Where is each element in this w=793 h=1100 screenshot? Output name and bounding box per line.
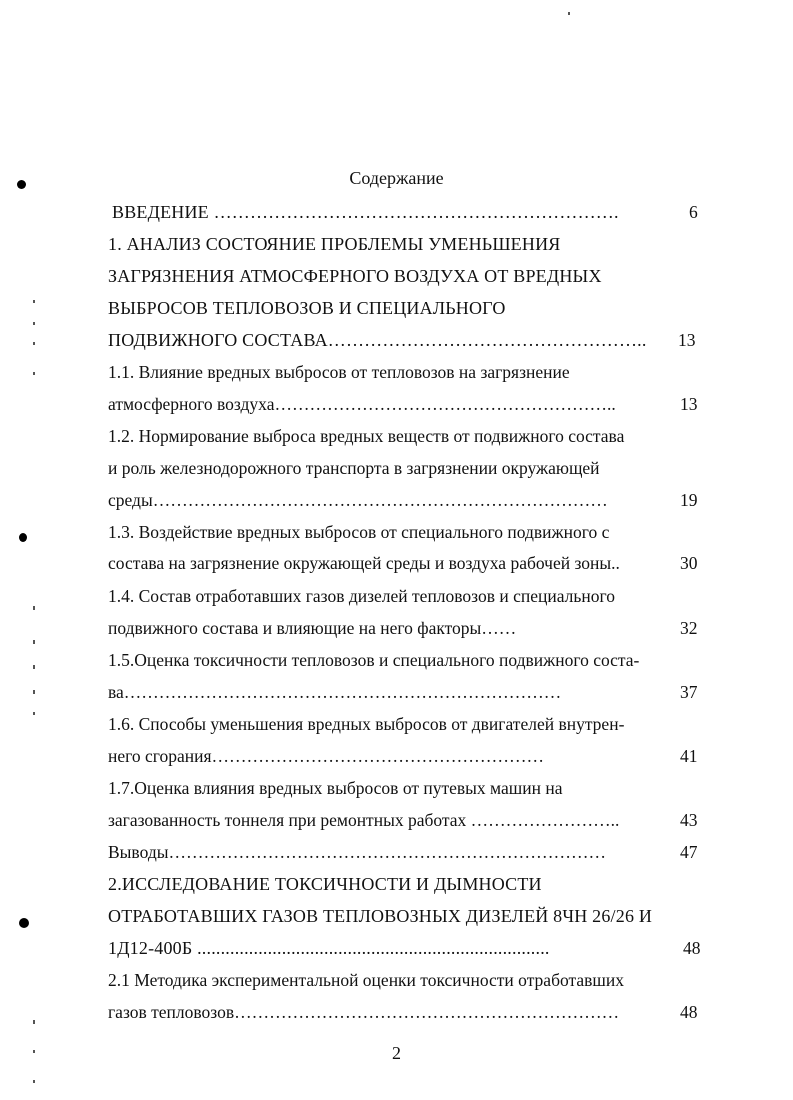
toc-page-number: 19 bbox=[680, 490, 698, 510]
toc-line: 1.6. Способы уменьшения вредных выбросов от двигателей внутрен- bbox=[108, 714, 625, 734]
scan-speck bbox=[33, 712, 35, 715]
toc-line: и роль железнодорожного транспорта в загрязнении окружающей bbox=[108, 458, 600, 478]
scan-speck bbox=[19, 918, 29, 928]
scan-speck bbox=[33, 665, 35, 669]
toc-line: состава на загрязнение окружающей среды и воздуха рабочей зоны.. bbox=[108, 553, 620, 573]
toc-line: ОТРАБОТАВШИХ ГАЗОВ ТЕПЛОВОЗНЫХ ДИЗЕЛЕЙ 8ЧН 26/26 И bbox=[108, 906, 653, 926]
toc-line: 1.5.Оценка токсичности тепловозов и специального подвижного соста- bbox=[108, 650, 640, 670]
toc-page-number: 48 bbox=[680, 1002, 698, 1022]
scan-speck bbox=[19, 533, 27, 542]
toc-line: ва………………………………………………………………… bbox=[108, 682, 562, 702]
toc-line: газов тепловозов………………………………………………………… bbox=[108, 1002, 620, 1022]
toc-line: среды…………………………………………………………………… bbox=[108, 490, 608, 510]
scan-speck bbox=[33, 640, 35, 644]
toc-line: атмосферного воздуха………………………………………………….. bbox=[108, 394, 616, 414]
toc-line: ПОДВИЖНОГО СОСТАВА…………………………………………….. bbox=[108, 330, 647, 350]
toc-line: 1Д12-400Б ........................................................................... bbox=[108, 938, 550, 958]
toc-page-number: 37 bbox=[680, 682, 698, 702]
contents-title: Содержание bbox=[349, 168, 444, 188]
scan-speck bbox=[33, 300, 35, 303]
toc-page-number: 48 bbox=[683, 938, 701, 958]
scan-speck bbox=[33, 372, 35, 375]
toc-page-number: 13 bbox=[678, 330, 696, 350]
toc-line: подвижного состава и влияющие на него факторы…… bbox=[108, 618, 517, 638]
scan-speck bbox=[33, 690, 35, 694]
toc-page-number: 30 bbox=[680, 553, 698, 573]
scan-speck bbox=[33, 342, 35, 345]
toc-page-number: 43 bbox=[680, 810, 698, 830]
toc-page-number: 47 bbox=[680, 842, 698, 862]
scan-speck bbox=[33, 322, 35, 325]
toc-line: 2.1 Методика экспериментальной оценки токсичности отработавших bbox=[108, 970, 624, 990]
toc-line: 1.2. Нормирование выброса вредных веществ от подвижного состава bbox=[108, 426, 625, 446]
toc-line: 1.1. Влияние вредных выбросов от тепловозов на загрязнение bbox=[108, 362, 570, 382]
scan-speck bbox=[33, 1020, 35, 1024]
toc-line: 1.7.Оценка влияния вредных выбросов от путевых машин на bbox=[108, 778, 563, 798]
toc-page-number: 13 bbox=[680, 394, 698, 414]
toc-line: 1.3. Воздействие вредных выбросов от специального подвижного с bbox=[108, 522, 610, 542]
scan-speck bbox=[33, 1080, 35, 1083]
toc-line: загазованность тоннеля при ремонтных работах …………………….. bbox=[108, 810, 620, 830]
toc-page-number: 32 bbox=[680, 618, 698, 638]
toc-line: него сгорания………………………………………………… bbox=[108, 746, 545, 766]
toc-line: Выводы………………………………………………………………… bbox=[108, 842, 606, 862]
scan-speck bbox=[17, 180, 26, 189]
toc-line: ЗАГРЯЗНЕНИЯ АТМОСФЕРНОГО ВОЗДУХА ОТ ВРЕДНЫХ bbox=[108, 266, 602, 286]
scan-speck bbox=[33, 606, 35, 610]
page-number: 2 bbox=[392, 1043, 401, 1063]
toc-line: ВЫБРОСОВ ТЕПЛОВОЗОВ И СПЕЦИАЛЬНОГО bbox=[108, 298, 506, 318]
toc-line: 1.4. Состав отработавших газов дизелей тепловозов и специального bbox=[108, 586, 615, 606]
scan-speck bbox=[568, 12, 570, 15]
toc-line: 1. АНАЛИЗ СОСТОЯНИЕ ПРОБЛЕМЫ УМЕНЬШЕНИЯ bbox=[108, 234, 561, 254]
scan-speck bbox=[33, 1050, 35, 1053]
toc-page-number: 6 bbox=[689, 202, 698, 222]
toc-page-number: 41 bbox=[680, 746, 698, 766]
toc-line: 2.ИССЛЕДОВАНИЕ ТОКСИЧНОСТИ И ДЫМНОСТИ bbox=[108, 874, 542, 894]
toc-line: ВВЕДЕНИЕ …………………………………………………………. bbox=[112, 202, 619, 222]
